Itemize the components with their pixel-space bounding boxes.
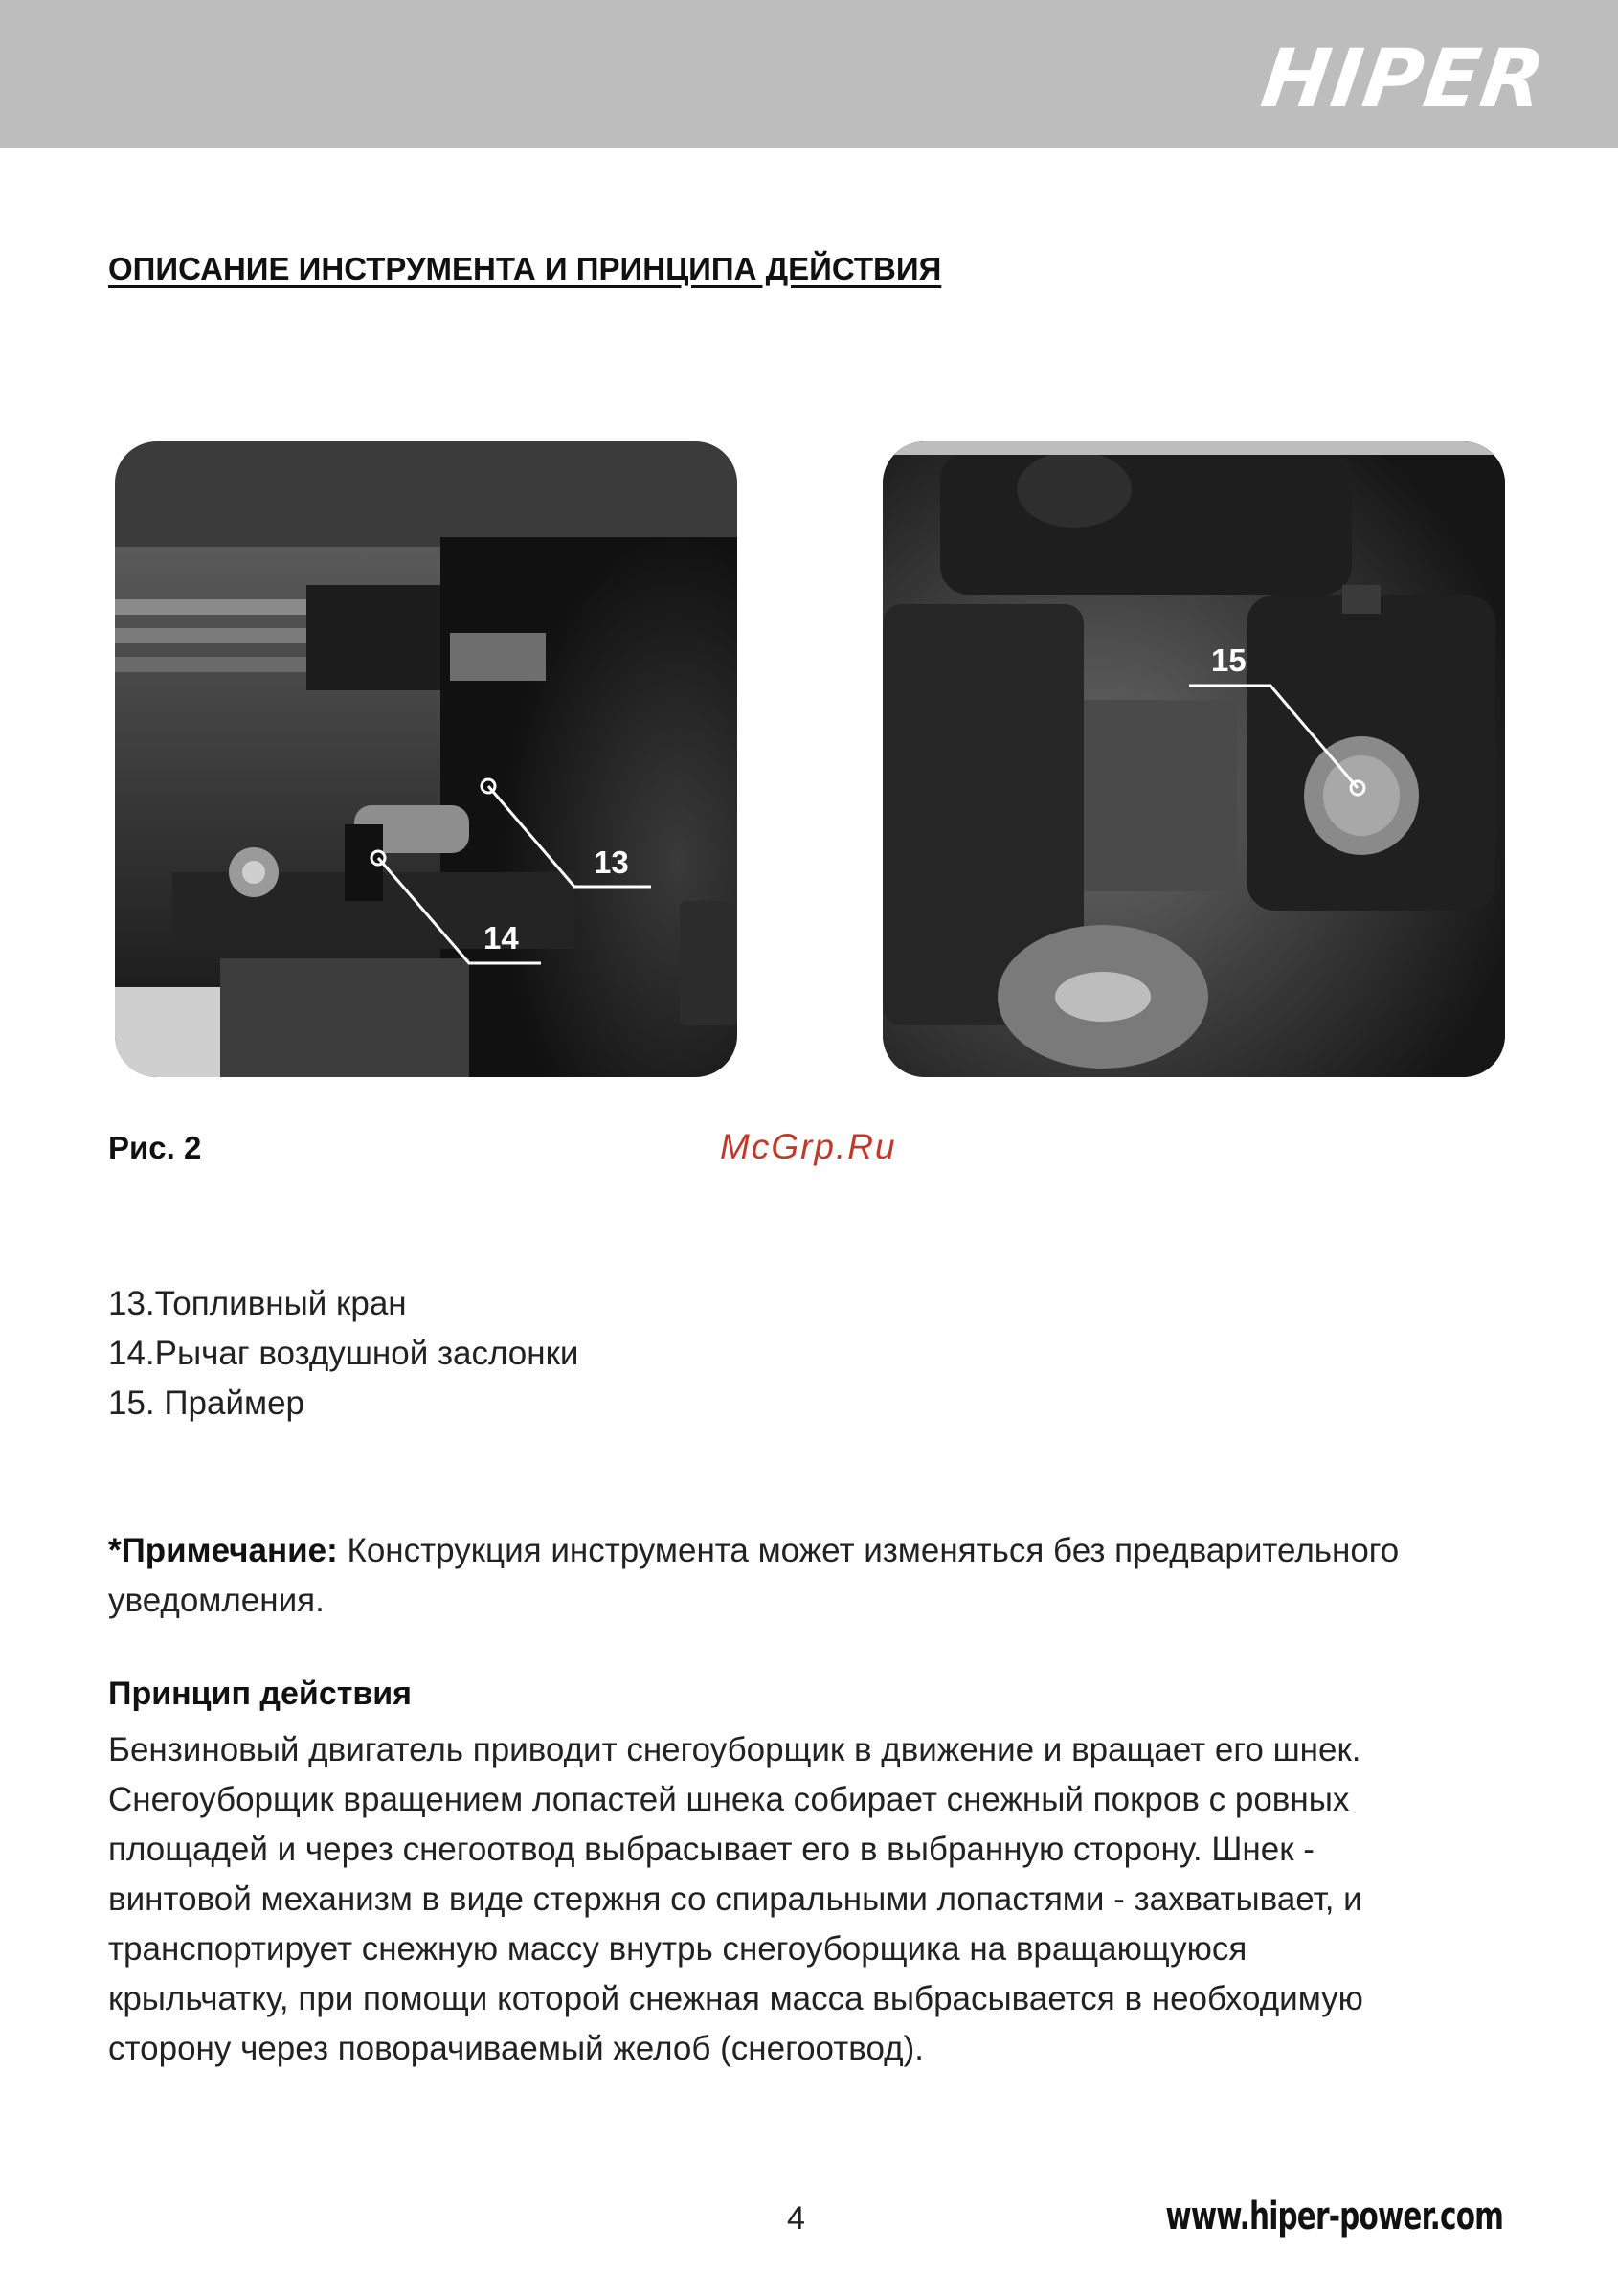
callout-15: 15 [1211,642,1247,678]
watermark: McGrp.Ru [720,1127,897,1166]
callout-13: 13 [594,844,629,880]
engine-photo-right [883,441,1505,1077]
principle-line: винтовой механизм в виде стержня со спиральными лопастями - захватывает, и [108,1880,1362,1918]
principle-line: Снегоуборщик вращением лопастей шнека собирает снежный покров с ровных [108,1781,1350,1818]
principle-line: Бензиновый двигатель приводит снегоуборщик в движение и вращает его шнек. [108,1731,1361,1768]
figure-caption: Рис. 2 [108,1130,202,1165]
page-number: 4 [787,2200,805,2237]
callout-14: 14 [483,920,519,956]
principle-body [108,1725,1516,2074]
principle-line: крыльчатку, при помощи которой снежная масса выбрасывается в необходимую [108,1980,1363,2017]
parts-legend [108,1279,578,1429]
principle-line: сторону через поворачиваемый желоб (снегоотвод). [108,2030,924,2067]
website-link[interactable]: www.hiper-power.com [1165,2195,1503,2239]
legend-item: 14.Рычаг воздушной заслонки [108,1335,579,1372]
hiper-logo: HIPER [1255,32,1552,125]
note-text: Конструкция инструмента может изменяться без предварительного уведомления. [108,1532,1400,1619]
engine-photo-left [115,441,737,1077]
legend-item: 15. Праймер [108,1384,305,1422]
note-label: *Примечание: [108,1532,338,1569]
legend-item: 13.Топливный кран [108,1285,407,1322]
principle-line: площадей и через снегоотвод выбрасывает его в выбранную сторону. Шнек - [108,1831,1315,1868]
page-header [0,0,1618,148]
principle-line: транспортирует снежную массу внутрь снегоуборщика на вращающуюся [108,1930,1247,1968]
note-paragraph [108,1526,1506,1626]
principle-title: Принцип действия [108,1676,413,1712]
section-title: ОПИСАНИЕ ИНСТРУМЕНТА И ПРИНЦИПА ДЕЙСТВИЯ [108,251,942,286]
